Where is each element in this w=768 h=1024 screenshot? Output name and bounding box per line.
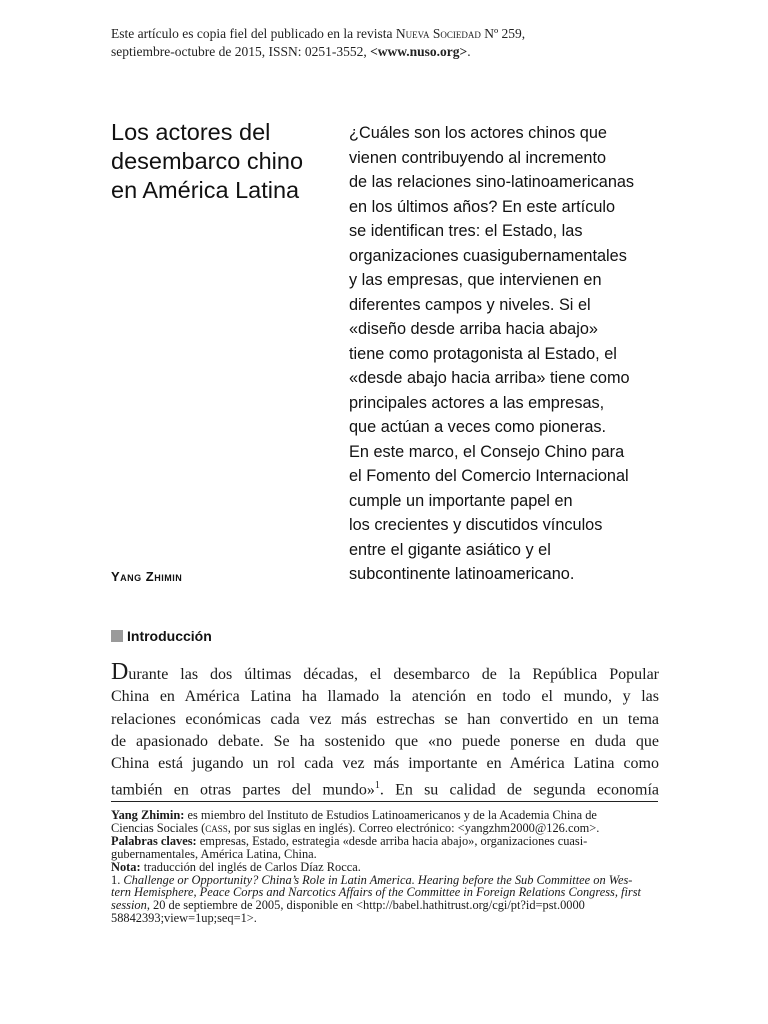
body-line: relaciones económicas cada vez más estrechas se han convertido en un tema	[111, 710, 659, 728]
footnote-1-line[interactable]: 58842393;view=1up;seq=1>.	[111, 911, 257, 926]
drop-cap: D	[111, 659, 129, 685]
author-note-line: Ciencias Sociales (cass, por sus siglas en inglés). Correo electrónico: <yangzhm2000@126.com>.	[111, 820, 600, 835]
abstract-line: se identifican tres: el Estado, las	[349, 222, 583, 240]
abstract-line: tiene como protagonista al Estado, el	[349, 344, 617, 363]
section-heading-label: Introducción	[127, 628, 212, 644]
journal-url-link[interactable]: <www.nuso.org>	[370, 44, 468, 59]
abstract-line: en los últimos años? En este artículo	[349, 197, 616, 216]
body-line: Durante las dos últimas décadas, el desembarco de la República Popular	[111, 659, 659, 685]
footnote-divider	[111, 801, 658, 802]
abstract-line: ¿Cuáles son los actores chinos que	[349, 124, 607, 142]
title-line: Los actores del	[111, 119, 271, 145]
footnote-1-line: tern Hemisphere, Peace Corps and Narcotics Affairs of the Committee in Foreign Relations Congress, first	[111, 885, 642, 900]
section-marker-square	[111, 630, 123, 642]
abstract-line: los crecientes y discutidos vínculos	[349, 516, 603, 534]
body-line: de apasionado debate. Se ha sostenido que «no puede ponerse en duda que	[111, 732, 659, 750]
author-note-line: Yang Zhimin: es miembro del Instituto de Estudios Latinoamericanos y de la Academia China de	[111, 808, 597, 822]
title-line: en América Latina	[111, 177, 300, 203]
section-heading	[111, 628, 212, 644]
abstract-line: En este marco, el Consejo Chino para	[349, 442, 625, 461]
abstract-line: cumple un importante papel en	[349, 491, 573, 510]
body-text	[111, 659, 660, 802]
footnotes	[111, 809, 659, 925]
abstract-line: «diseño desde arriba hacia abajo»	[349, 320, 598, 338]
abstract-line: subcontinente latinoamericano.	[349, 565, 575, 583]
source-note-line-2: septiembre-octubre de 2015, ISSN: 0251-3552, <www.nuso.org>.	[111, 44, 471, 59]
abstract-line: organizaciones cuasigubernamentales	[349, 246, 627, 265]
abstract-line: que actúan a veces como pioneras.	[349, 418, 607, 436]
author-name: Yang Zhimin	[111, 569, 183, 584]
body-line: China está jugando un rol cada vez más importante en América Latina como	[111, 755, 659, 773]
journal-name: Nueva Sociedad	[395, 26, 481, 41]
abstract-line: entre el gigante asiático y el	[349, 540, 551, 559]
body-line: China en América Latina ha llamado la atención en todo el mundo, y las	[111, 688, 659, 706]
abstract-line: «desde abajo hacia arriba» tiene como	[349, 369, 630, 387]
keywords-line: gubernamentales, América Latina, China.	[111, 846, 317, 861]
abstract-line: y las empresas, que intervienen en	[349, 271, 602, 289]
abstract-line: diferentes campos y niveles. Si el	[349, 295, 591, 314]
keywords-line: Palabras claves: empresas, Estado, estrategia «desde arriba hacia abajo», organizaciones cuasi-	[111, 833, 588, 848]
footnote-1-line: session, 20 de septiembre de 2005, disponible en <http://babel.hathitrust.org/cgi/pt?id=pst.0000	[111, 898, 585, 913]
source-note-line-1: Este artículo es copia fiel del publicado en la revista Nueva Sociedad Nº 259,	[111, 26, 526, 41]
source-note	[111, 25, 671, 61]
body-line: también en otras partes del mundo»$^1$. En su calidad de segunda economía	[111, 780, 660, 799]
abstract-line: vienen contribuyendo al incremento	[349, 148, 607, 167]
footnote-1-line: 1. Challenge or Opportunity? China’s Role in Latin America. Hearing before the Sub Committee on Wes-	[111, 872, 633, 887]
abstract	[349, 121, 679, 587]
article-title	[111, 118, 341, 205]
title-line: desembarco chino	[111, 148, 304, 174]
abstract-line: el Fomento del Comercio Internacional	[349, 467, 629, 485]
abstract-line: principales actores a las empresas,	[349, 393, 605, 412]
footnote-reference[interactable]: 1	[374, 780, 380, 792]
translation-note-line: Nota: traducción del inglés de Carlos Díaz Rocca.	[111, 859, 361, 874]
abstract-line: de las relaciones sino-latinoamericanas	[349, 173, 635, 191]
